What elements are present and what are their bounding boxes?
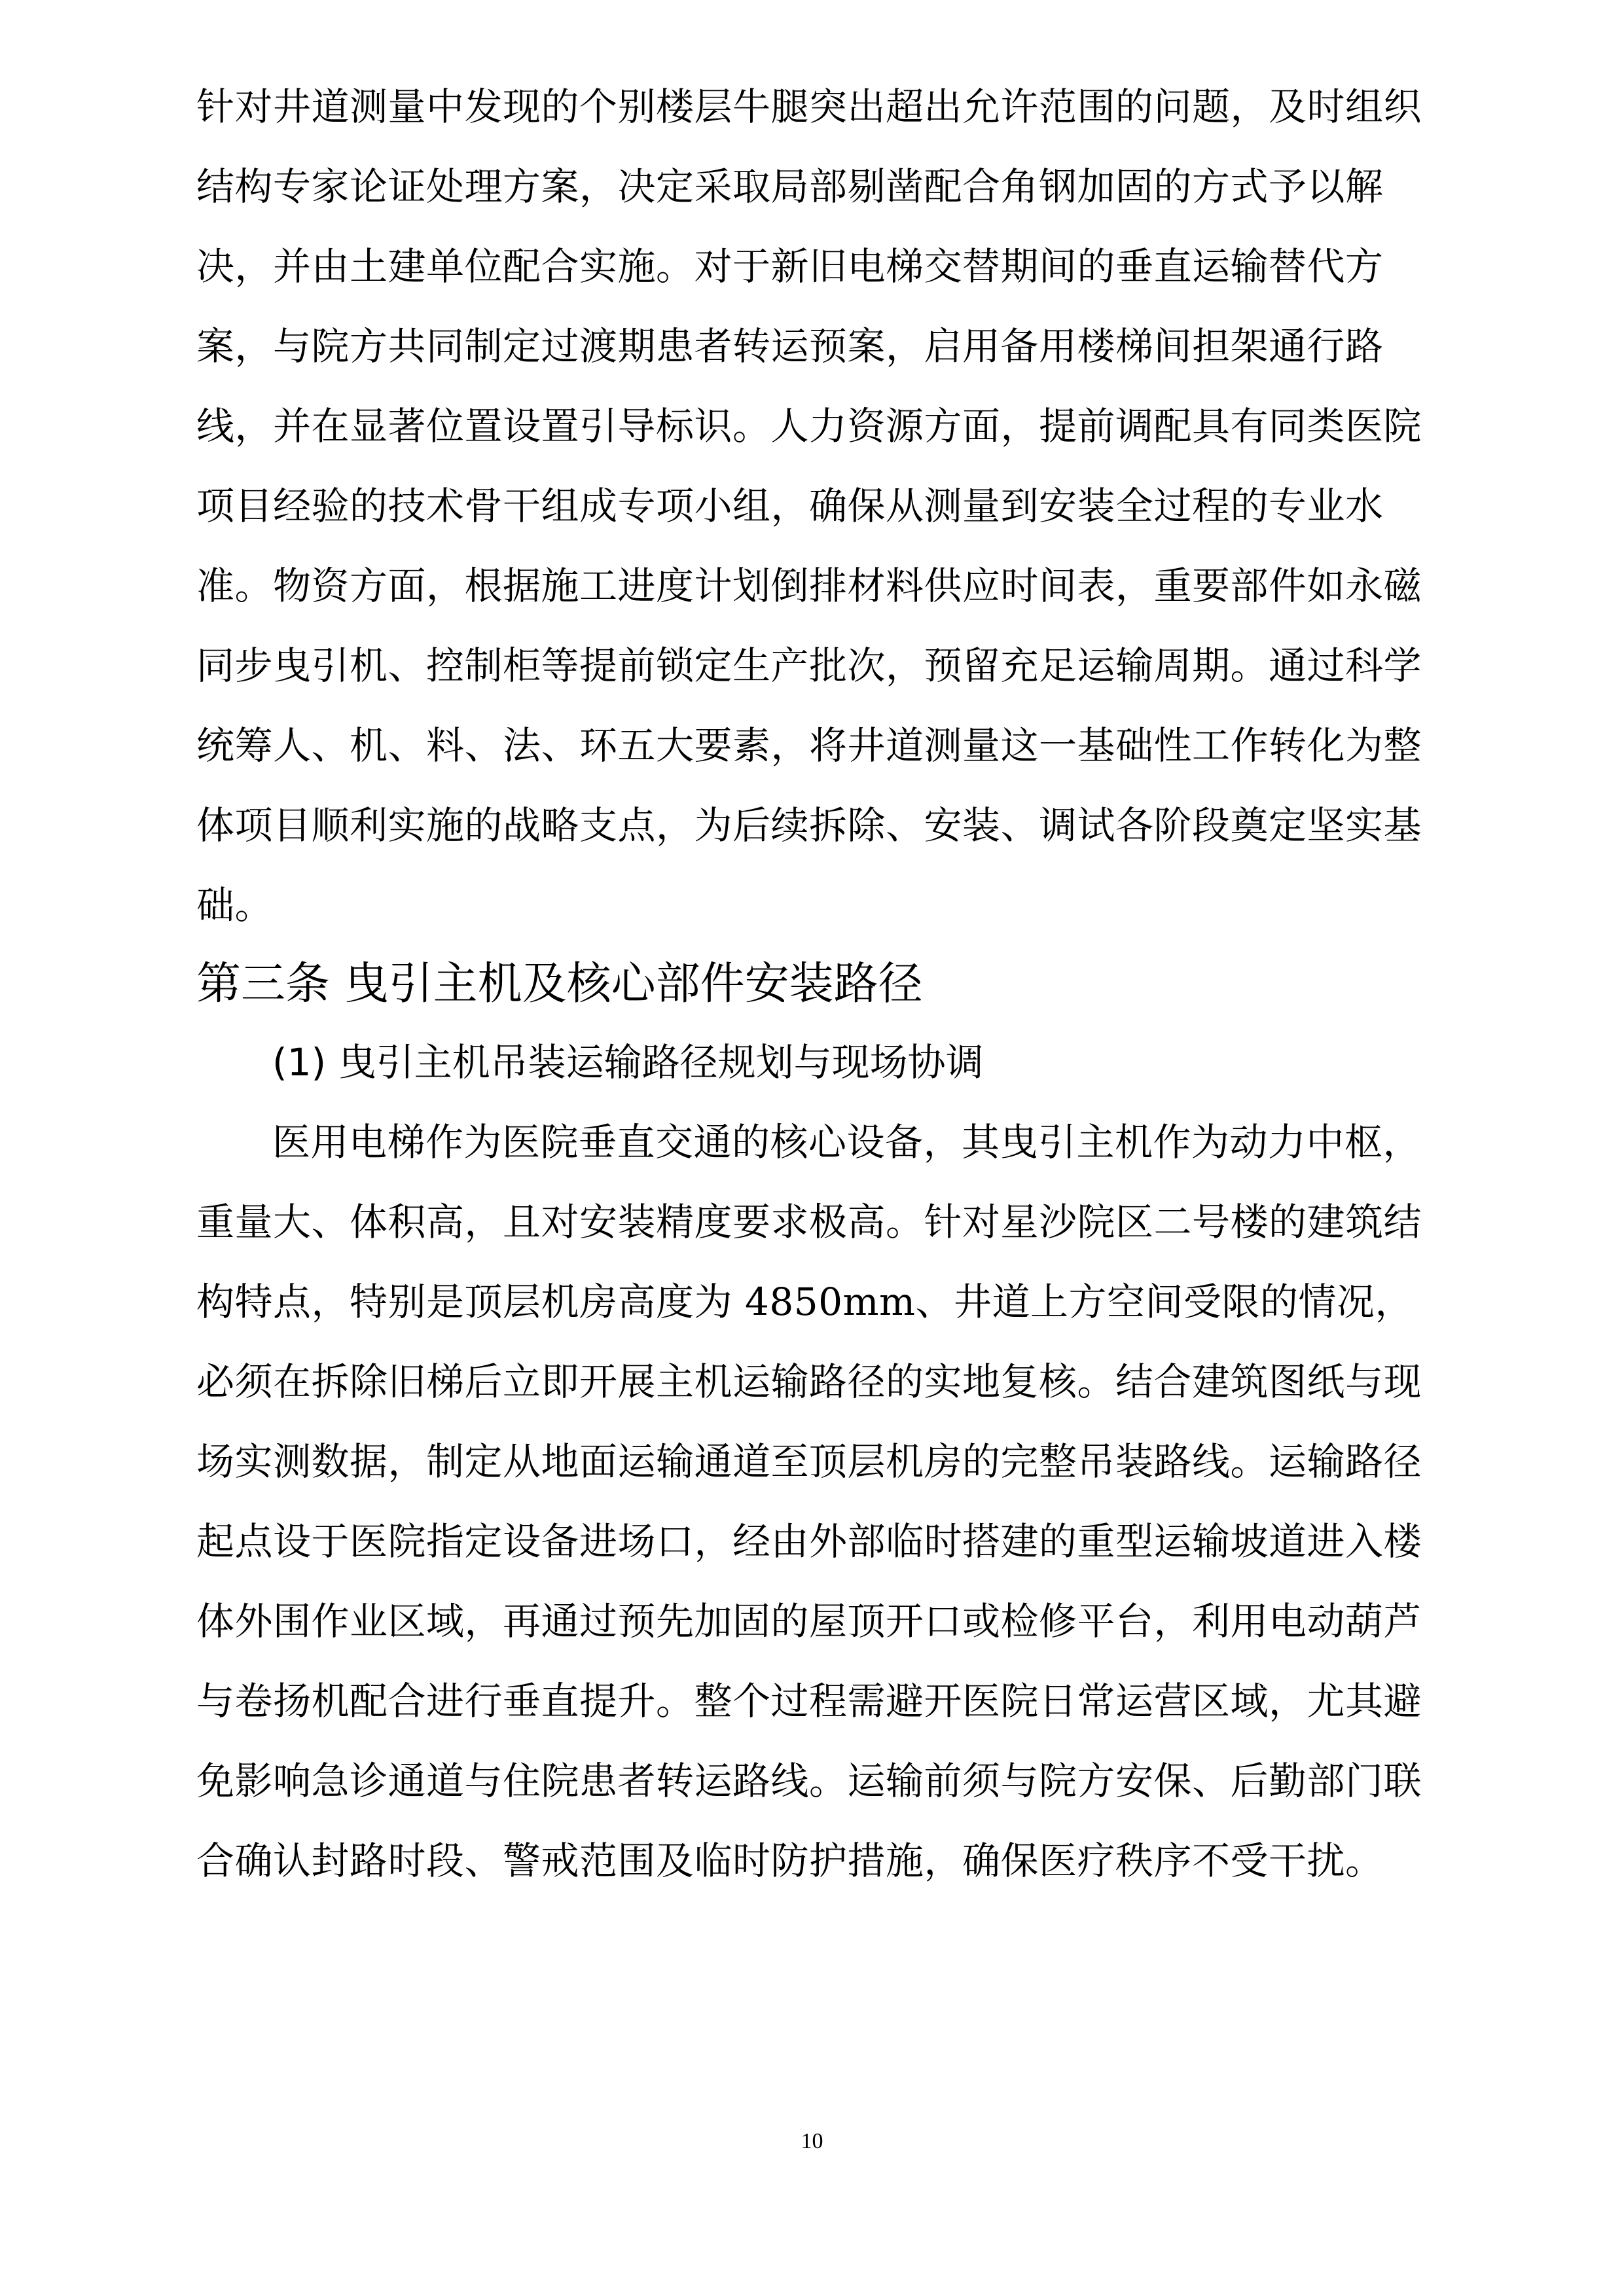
- section-heading: 第三条 曳引主机及核心部件安装路径: [196, 958, 923, 1010]
- paragraph1-line-9: 统筹人、机、料、法、环五大要素，将井道测量这一基础性工作转化为整: [196, 723, 1422, 768]
- paragraph1-line-8: 同步曳引机、控制柜等提前锁定生产批次，预留充足运输周期。通过科学: [196, 643, 1422, 688]
- paragraph1-line-7: 准。物资方面，根据施工进度计划倒排材料供应时间表，重要部件如永磁: [196, 564, 1422, 608]
- paragraph1-line-5: 线，并在显著位置设置引导标识。人力资源方面，提前调配具有同类医院: [196, 404, 1422, 448]
- paragraph2-line-10: 合确认封路时段、警戒范围及临时防护措施，确保医疗秩序不受干扰。: [196, 1839, 1384, 1883]
- paragraph2-line-1: 医用电梯作为医院垂直交通的核心设备，其曳引主机作为动力中枢，: [272, 1120, 1422, 1164]
- paragraph2-line-2: 重量大、体积高，且对安装精度要求极高。针对星沙院区二号楼的建筑结: [196, 1200, 1422, 1244]
- paragraph1-line-11: 础。: [196, 883, 274, 927]
- subsection-heading: (1) 曳引主机吊装运输路径规划与现场协调: [272, 1040, 984, 1085]
- paragraph1-line-10: 体项目顺利实施的战略支点，为后续拆除、安装、调试各阶段奠定坚实基: [196, 803, 1422, 848]
- paragraph1-line-2: 结构专家论证处理方案，决定采取局部剔凿配合角钢加固的方式予以解: [196, 164, 1384, 209]
- paragraph2-line-6: 起点设于医院指定设备进场口，经由外部临时搭建的重型运输坡道进入楼: [196, 1519, 1422, 1564]
- paragraph2-line-9: 免影响急诊通道与住院患者转运路线。运输前须与院方安保、后勤部门联: [196, 1759, 1422, 1803]
- paragraph1-line-1: 针对井道测量中发现的个别楼层牛腿突出超出允许范围的问题，及时组织: [196, 84, 1422, 129]
- paragraph1-line-6: 项目经验的技术骨干组成专项小组，确保从测量到安装全过程的专业水: [196, 484, 1384, 528]
- paragraph1-line-4: 案，与院方共同制定过渡期患者转运预案，启用备用楼梯间担架通行路: [196, 324, 1384, 368]
- paragraph2-line-7: 体外围作业区域，再通过预先加固的屋顶开口或检修平台，利用电动葫芦: [196, 1599, 1422, 1643]
- paragraph2-line-4: 必须在拆除旧梯后立即开展主机运输路径的实地复核。结合建筑图纸与现: [196, 1359, 1422, 1404]
- paragraph2-line-5: 场实测数据，制定从地面运输通道至顶层机房的完整吊装路线。运输路径: [196, 1439, 1422, 1484]
- paragraph2-line-8: 与卷扬机配合进行垂直提升。整个过程需避开医院日常运营区域，尤其避: [196, 1679, 1422, 1723]
- paragraph1-line-3: 决，并由土建单位配合实施。对于新旧电梯交替期间的垂直运输替代方: [196, 244, 1384, 289]
- paragraph2-line-3: 构特点，特别是顶层机房高度为 4850mm、井道上方空间受限的情况，: [196, 1280, 1414, 1324]
- page-number: 10: [801, 2129, 823, 2153]
